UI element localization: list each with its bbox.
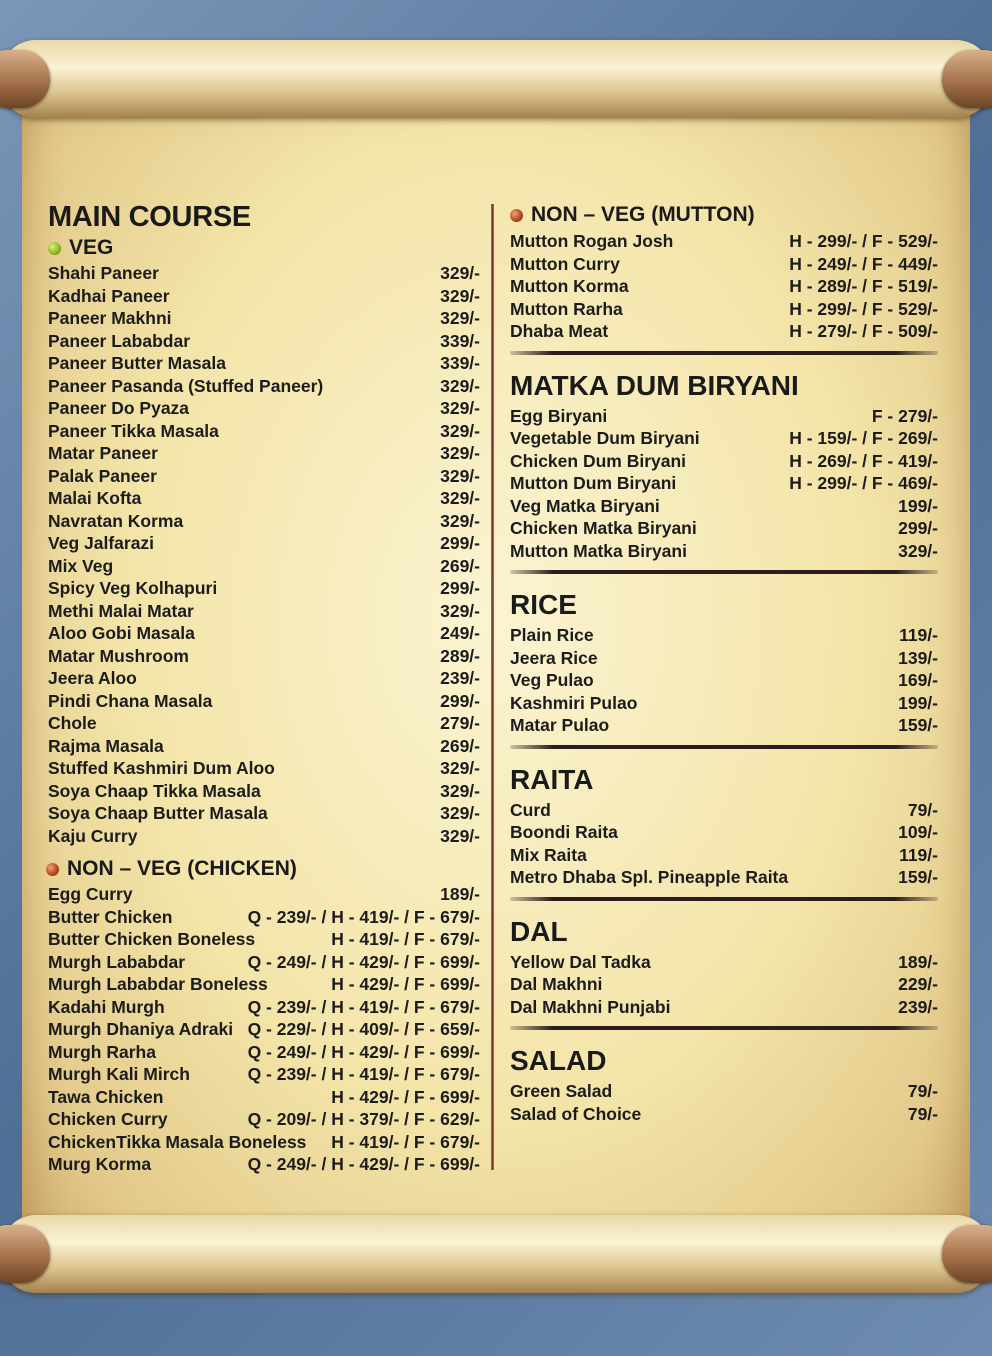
menu-item bbox=[48, 645, 480, 668]
raita-list bbox=[510, 799, 938, 889]
menu-item bbox=[48, 465, 480, 488]
menu-item-price: Q - 229/- / H - 409/- / F - 659/- bbox=[247, 1019, 480, 1039]
menu-item-price: 299/- bbox=[440, 578, 480, 598]
menu-item bbox=[48, 802, 480, 825]
menu-item bbox=[48, 825, 480, 848]
scroll-bottom-roll bbox=[0, 1215, 992, 1293]
menu-item bbox=[510, 517, 938, 540]
menu-item-price: Q - 239/- / H - 419/- / F - 679/- bbox=[247, 1064, 480, 1084]
section-divider bbox=[510, 1026, 938, 1030]
menu-item-price: 299/- bbox=[898, 518, 938, 538]
menu-item-price: 329/- bbox=[440, 825, 480, 846]
menu-item bbox=[48, 555, 480, 578]
menu-item bbox=[510, 951, 938, 974]
scroll-top-roll bbox=[0, 40, 992, 118]
menu-item-name: Mutton Curry bbox=[510, 253, 620, 274]
menu-item-name: Matar Pulao bbox=[510, 715, 610, 735]
menu-item-name: Mutton Korma bbox=[510, 276, 629, 296]
menu-item-name: Paneer Butter Masala bbox=[48, 353, 226, 373]
menu-item bbox=[48, 973, 480, 996]
menu-item-price: 329/- bbox=[440, 758, 480, 778]
nonveg-bullet-icon bbox=[46, 863, 59, 876]
menu-item-name: Veg Matka Biryani bbox=[510, 495, 660, 516]
menu-item bbox=[48, 510, 480, 533]
menu-item bbox=[48, 420, 480, 443]
rice-heading: RICE bbox=[510, 589, 577, 620]
menu-item-name: Mix Raita bbox=[510, 844, 587, 865]
menu-item-price: H - 159/- / F - 269/- bbox=[789, 428, 938, 448]
menu-item-price: 329/- bbox=[440, 803, 480, 823]
menu-item-name: Kaju Curry bbox=[48, 825, 138, 846]
menu-item-price: 269/- bbox=[440, 735, 480, 756]
menu-item-name: Palak Paneer bbox=[48, 465, 157, 486]
menu-item-price: 79/- bbox=[907, 1103, 938, 1124]
biryani-heading: MATKA DUM BIRYANI bbox=[510, 369, 799, 401]
section-divider bbox=[510, 351, 938, 355]
menu-item-price: 329/- bbox=[440, 263, 480, 283]
menu-item bbox=[48, 307, 480, 330]
menu-item-price: 119/- bbox=[899, 625, 938, 645]
menu-item bbox=[510, 1103, 938, 1126]
menu-item-price: 189/- bbox=[440, 884, 480, 904]
menu-item-price: 329/- bbox=[440, 398, 480, 418]
menu-item-name: Paneer Do Pyaza bbox=[48, 398, 190, 418]
menu-item bbox=[48, 1018, 480, 1041]
menu-item-name: Mutton Matka Biryani bbox=[510, 540, 687, 561]
menu-item bbox=[510, 844, 938, 867]
menu-item-name: Butter Chicken bbox=[48, 906, 173, 927]
dal-heading: DAL bbox=[510, 915, 568, 947]
column-divider bbox=[491, 204, 494, 1170]
menu-item-name: Boondi Raita bbox=[510, 822, 618, 842]
menu-item bbox=[48, 883, 480, 906]
menu-item-price: 329/- bbox=[440, 285, 480, 306]
menu-item-price: 329/- bbox=[898, 540, 938, 561]
menu-item bbox=[510, 624, 938, 647]
menu-item-name: Veg Jalfarazi bbox=[48, 533, 155, 553]
mutton-list bbox=[510, 230, 938, 343]
veg-heading bbox=[48, 234, 480, 262]
menu-item-name: Stuffed Kashmiri Dum Aloo bbox=[48, 758, 275, 778]
menu-item-name: Shahi Paneer bbox=[48, 263, 159, 283]
menu-item-name: Kadahi Murgh bbox=[48, 996, 165, 1017]
menu-item-name: Murgh Rarha bbox=[48, 1041, 156, 1062]
menu-item bbox=[510, 298, 938, 321]
menu-item bbox=[48, 375, 480, 398]
menu-item bbox=[48, 1108, 480, 1131]
menu-item-price: 329/- bbox=[440, 420, 480, 441]
salad-list bbox=[510, 1080, 938, 1125]
menu-item bbox=[510, 450, 938, 473]
menu-item-name: Vegetable Dum Biryani bbox=[510, 428, 700, 448]
menu-item bbox=[48, 906, 480, 929]
section-divider bbox=[510, 745, 938, 749]
menu-item bbox=[48, 1131, 480, 1154]
main-course-title: MAIN COURSE bbox=[48, 201, 251, 233]
menu-item-name: Salad of Choice bbox=[510, 1103, 642, 1124]
menu-item bbox=[48, 712, 480, 735]
menu-item bbox=[510, 1080, 938, 1103]
menu-item-price: 339/- bbox=[440, 330, 480, 351]
menu-item-price: 329/- bbox=[440, 488, 480, 508]
menu-item bbox=[48, 577, 480, 600]
menu-item-price: 329/- bbox=[440, 600, 480, 621]
menu-item-name: Matar Paneer bbox=[48, 443, 158, 463]
menu-item-name: Chicken Matka Biryani bbox=[510, 518, 697, 538]
menu-item-price: H - 299/- / F - 529/- bbox=[789, 231, 938, 251]
menu-item-name: Curd bbox=[510, 799, 551, 820]
menu-item-name: Methi Malai Matar bbox=[48, 600, 194, 621]
menu-item-name: Dal Makhni Punjabi bbox=[510, 996, 671, 1017]
menu-item bbox=[48, 330, 480, 353]
menu-item-price: H - 289/- / F - 519/- bbox=[789, 276, 938, 296]
nonveg-bullet-icon bbox=[510, 209, 523, 222]
menu-item bbox=[48, 487, 480, 510]
menu-item bbox=[510, 230, 938, 253]
menu-item-price: 139/- bbox=[898, 647, 938, 668]
menu-item bbox=[48, 622, 480, 645]
menu-item bbox=[510, 669, 938, 692]
menu-item bbox=[48, 397, 480, 420]
menu-item-price: H - 279/- / F - 509/- bbox=[789, 321, 938, 341]
menu-item-price: H - 429/- / F - 699/- bbox=[331, 1086, 480, 1107]
menu-item-name: Tawa Chicken bbox=[48, 1086, 164, 1107]
menu-item-name: Paneer Pasanda (Stuffed Paneer) bbox=[48, 375, 324, 396]
menu-item-name: Pindi Chana Masala bbox=[48, 690, 213, 711]
menu-item bbox=[510, 253, 938, 276]
menu-item-name: Spicy Veg Kolhapuri bbox=[48, 578, 218, 598]
menu-item-name: Murg Korma bbox=[48, 1154, 152, 1174]
menu-item-name: Veg Pulao bbox=[510, 670, 594, 690]
menu-item-price: 299/- bbox=[440, 690, 480, 711]
menu-item bbox=[510, 540, 938, 563]
menu-item-name: Kashmiri Pulao bbox=[510, 692, 638, 713]
scroll-rod-bottom-right bbox=[942, 1225, 992, 1283]
menu-item-price: 329/- bbox=[440, 308, 480, 328]
menu-item-price: Q - 249/- / H - 429/- / F - 699/- bbox=[247, 951, 480, 972]
menu-item-price: 119/- bbox=[899, 844, 938, 865]
raita-heading: RAITA bbox=[510, 763, 594, 795]
menu-item-price: 79/- bbox=[907, 799, 938, 820]
scroll-rod-top-right bbox=[942, 50, 992, 108]
menu-item bbox=[48, 1086, 480, 1109]
menu-item-name: Matar Mushroom bbox=[48, 645, 189, 666]
menu-item bbox=[48, 352, 480, 375]
chicken-list bbox=[48, 883, 480, 1176]
menu-item bbox=[510, 427, 938, 450]
menu-item-price: 299/- bbox=[440, 533, 480, 553]
menu-item-name: Mix Veg bbox=[48, 555, 114, 576]
menu-item-price: 239/- bbox=[898, 996, 938, 1017]
menu-item bbox=[48, 951, 480, 974]
menu-item-price: Q - 249/- / H - 429/- / F - 699/- bbox=[247, 1154, 480, 1174]
menu-item bbox=[48, 928, 480, 951]
menu-item-price: 79/- bbox=[907, 1081, 938, 1101]
menu-item-price: 109/- bbox=[898, 822, 938, 842]
menu-item-price: 199/- bbox=[898, 692, 938, 713]
veg-bullet-icon bbox=[48, 242, 61, 255]
menu-item bbox=[510, 866, 938, 889]
menu-item bbox=[48, 735, 480, 758]
menu-item-price: 329/- bbox=[440, 375, 480, 396]
menu-item-name: Soya Chaap Butter Masala bbox=[48, 803, 268, 823]
menu-item-price: H - 419/- / F - 679/- bbox=[331, 1131, 480, 1152]
menu-item-name: Chole bbox=[48, 713, 97, 733]
menu-item bbox=[510, 821, 938, 844]
menu-item-price: 249/- bbox=[440, 623, 480, 643]
menu-item bbox=[48, 532, 480, 555]
menu-item-price: 189/- bbox=[898, 951, 938, 972]
menu-item bbox=[510, 275, 938, 298]
menu-item-name: Aloo Gobi Masala bbox=[48, 623, 195, 643]
menu-item-name: Egg Curry bbox=[48, 884, 133, 904]
menu-item-price: Q - 239/- / H - 419/- / F - 679/- bbox=[247, 996, 480, 1017]
menu-item-price: H - 429/- / F - 699/- bbox=[331, 974, 480, 994]
menu-item-price: Q - 249/- / H - 429/- / F - 699/- bbox=[247, 1041, 480, 1062]
menu-item bbox=[48, 667, 480, 690]
menu-item bbox=[510, 714, 938, 737]
menu-item-name: ChickenTikka Masala Boneless bbox=[48, 1131, 307, 1152]
chicken-heading-label: NON – VEG (CHICKEN) bbox=[67, 857, 297, 880]
menu-item bbox=[48, 442, 480, 465]
dal-list bbox=[510, 951, 938, 1019]
chicken-heading bbox=[46, 855, 480, 883]
menu-item bbox=[48, 780, 480, 803]
menu-item bbox=[48, 262, 480, 285]
menu-item bbox=[510, 799, 938, 822]
menu-item bbox=[510, 973, 938, 996]
menu-item-price: 279/- bbox=[440, 713, 480, 733]
veg-list bbox=[48, 262, 480, 847]
menu-item-name: Murgh Dhaniya Adraki bbox=[48, 1019, 234, 1039]
menu-item-name: Malai Kofta bbox=[48, 488, 142, 508]
menu-item bbox=[510, 495, 938, 518]
menu-item bbox=[510, 692, 938, 715]
menu-item-price: Q - 209/- / H - 379/- / F - 629/- bbox=[247, 1109, 480, 1129]
section-divider bbox=[510, 570, 938, 574]
menu-item-price: H - 299/- / F - 469/- bbox=[789, 473, 938, 493]
menu-item-name: Metro Dhaba Spl. Pineapple Raita bbox=[510, 867, 789, 887]
menu-item-price: 199/- bbox=[898, 495, 938, 516]
menu-item-price: F - 279/- bbox=[871, 405, 938, 426]
menu-item-name: Plain Rice bbox=[510, 625, 594, 645]
menu-item-name: Paneer Lababdar bbox=[48, 330, 190, 351]
menu-item-name: Mutton Rarha bbox=[510, 298, 623, 319]
menu-item bbox=[48, 690, 480, 713]
salad-heading: SALAD bbox=[510, 1045, 607, 1076]
menu-item-price: 329/- bbox=[440, 510, 480, 531]
menu-item-name: Soya Chaap Tikka Masala bbox=[48, 780, 261, 801]
menu-item-price: 159/- bbox=[898, 715, 938, 735]
menu-item-name: Jeera Rice bbox=[510, 647, 598, 668]
left-column bbox=[48, 200, 480, 1176]
mutton-heading-label: NON – VEG (MUTTON) bbox=[531, 203, 755, 226]
menu-item-price: 239/- bbox=[440, 668, 480, 688]
menu-item-price: 289/- bbox=[440, 645, 480, 666]
menu-item bbox=[48, 1041, 480, 1064]
menu-item-price: 329/- bbox=[440, 465, 480, 486]
biryani-list bbox=[510, 405, 938, 563]
menu-item-name: Green Salad bbox=[510, 1081, 613, 1101]
right-column bbox=[510, 200, 938, 1125]
menu-item-price: 169/- bbox=[898, 670, 938, 690]
menu-item-name: Egg Biryani bbox=[510, 405, 608, 426]
menu-item bbox=[48, 757, 480, 780]
menu-item-price: 269/- bbox=[440, 555, 480, 576]
menu-item-name: Murgh Lababdar bbox=[48, 951, 186, 972]
menu-item-name: Dhaba Meat bbox=[510, 321, 609, 341]
menu-item-name: Kadhai Paneer bbox=[48, 285, 170, 306]
menu-item bbox=[48, 1063, 480, 1086]
menu-item bbox=[510, 472, 938, 495]
menu-item bbox=[510, 405, 938, 428]
menu-item-price: H - 419/- / F - 679/- bbox=[331, 929, 480, 949]
menu-item-price: 339/- bbox=[440, 353, 480, 373]
menu-item-name: Paneer Makhni bbox=[48, 308, 172, 328]
menu-item-price: 329/- bbox=[440, 780, 480, 801]
menu-item-name: Chicken Dum Biryani bbox=[510, 450, 687, 471]
menu-item bbox=[510, 996, 938, 1019]
menu-item-name: Murgh Lababdar Boneless bbox=[48, 974, 268, 994]
veg-heading-label: VEG bbox=[69, 236, 114, 259]
menu-item-name: Yellow Dal Tadka bbox=[510, 951, 651, 972]
rice-list bbox=[510, 624, 938, 737]
menu-item-price: 159/- bbox=[898, 867, 938, 887]
menu-item bbox=[48, 1153, 480, 1176]
menu-item-name: Mutton Rogan Josh bbox=[510, 231, 674, 251]
menu-item-name: Mutton Dum Biryani bbox=[510, 473, 677, 493]
menu-item-name: Navratan Korma bbox=[48, 510, 184, 531]
menu-item bbox=[510, 320, 938, 343]
menu-item-price: 229/- bbox=[898, 974, 938, 994]
menu-item-price: H - 299/- / F - 529/- bbox=[789, 298, 938, 319]
menu-item-name: Rajma Masala bbox=[48, 735, 164, 756]
menu-item-price: H - 249/- / F - 449/- bbox=[789, 253, 938, 274]
menu-item bbox=[48, 996, 480, 1019]
mutton-heading bbox=[510, 200, 938, 230]
menu-item-price: Q - 239/- / H - 419/- / F - 679/- bbox=[247, 906, 480, 927]
menu-item-name: Chicken Curry bbox=[48, 1109, 168, 1129]
menu-item-price: 329/- bbox=[440, 443, 480, 463]
menu-item-name: Dal Makhni bbox=[510, 974, 603, 994]
menu-item-name: Murgh Kali Mirch bbox=[48, 1064, 190, 1084]
menu-item-name: Butter Chicken Boneless bbox=[48, 929, 256, 949]
menu-item-name: Paneer Tikka Masala bbox=[48, 420, 219, 441]
section-divider bbox=[510, 897, 938, 901]
menu-item bbox=[510, 647, 938, 670]
menu-item bbox=[48, 285, 480, 308]
menu-item bbox=[48, 600, 480, 623]
menu-item-name: Jeera Aloo bbox=[48, 668, 137, 688]
menu-item-price: H - 269/- / F - 419/- bbox=[789, 450, 938, 471]
